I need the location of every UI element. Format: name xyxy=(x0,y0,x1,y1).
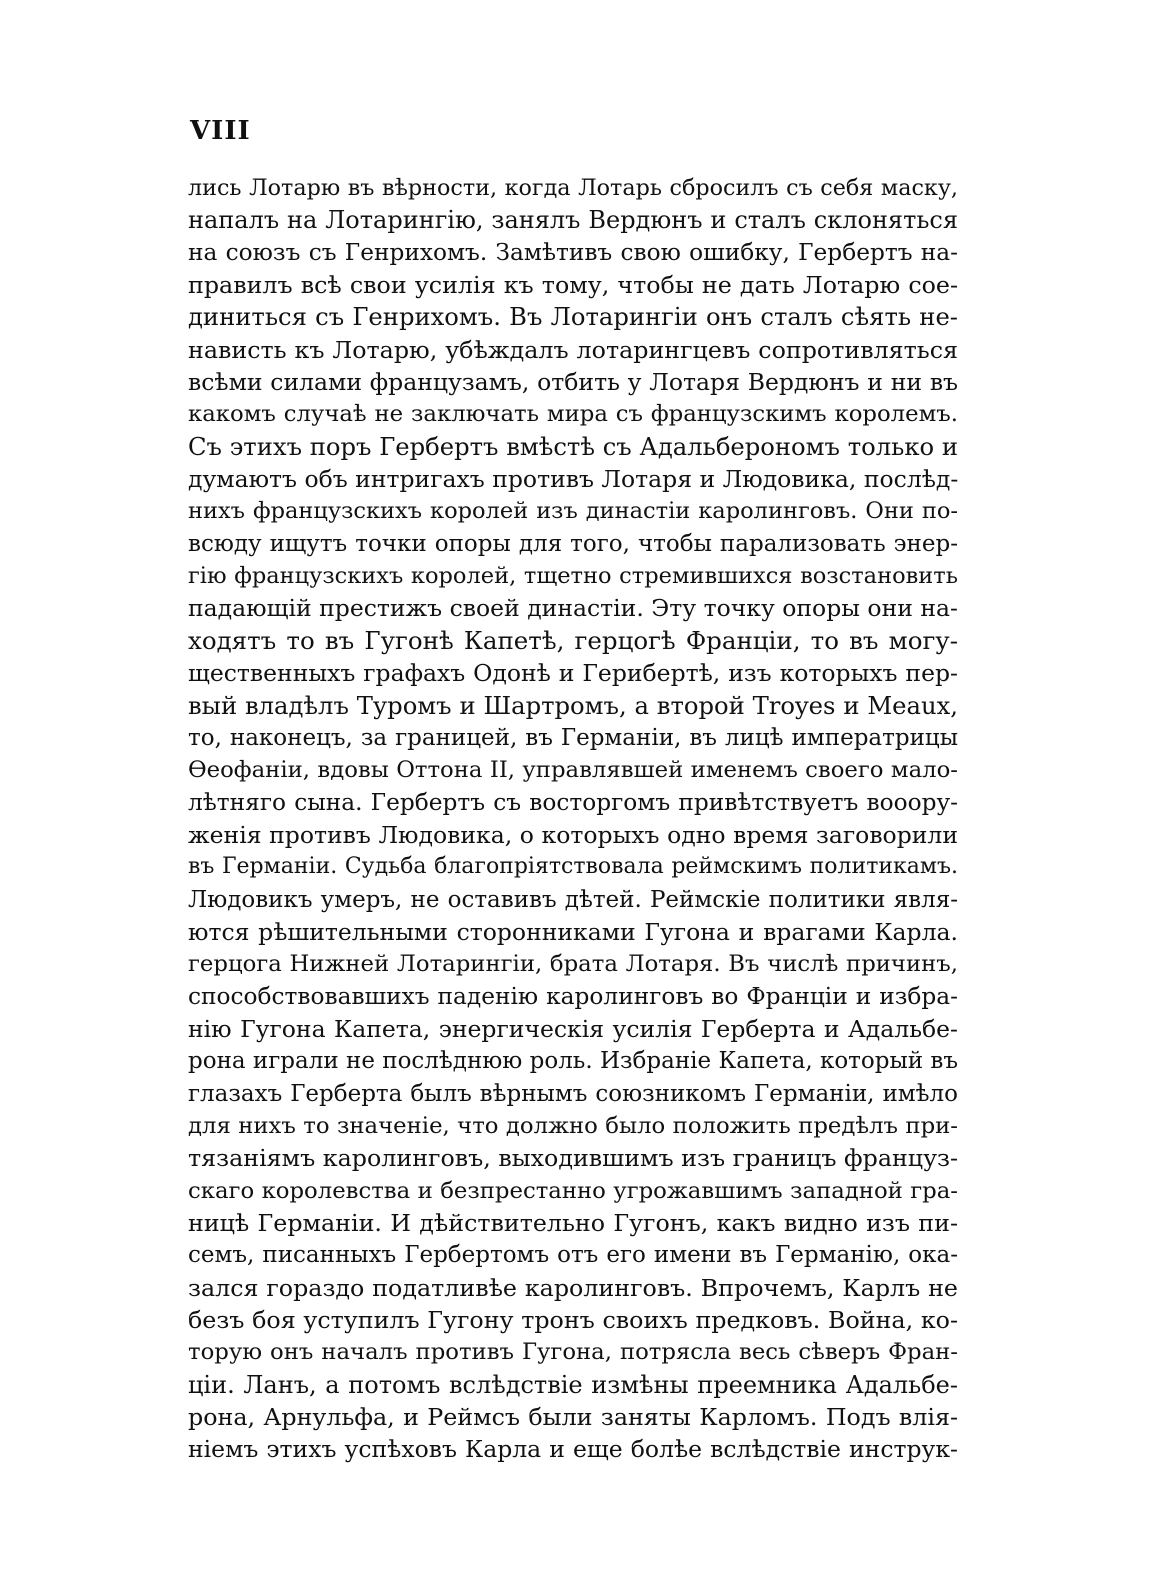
text-line: ются рѣшительными сторонниками Гугона и врагами Карла. xyxy=(188,917,958,946)
text-line: лись Лотарю въ вѣрности, когда Лотарь сбросилъ съ себя маску, xyxy=(188,175,958,201)
text-line: щественныхъ графахъ Одонѣ и Герибертѣ, изъ которыхъ пер- xyxy=(188,659,958,688)
text-line: способствовавшихъ паденію каролинговъ во Франціи и избра- xyxy=(188,982,958,1010)
body-text xyxy=(188,172,958,1466)
page-number: VIII xyxy=(190,116,251,146)
text-line: женія противъ Людовика, о которыхъ одно время заговорили xyxy=(188,820,958,849)
text-line: гію французскихъ королей, тщетно стремившихся возстановить xyxy=(188,563,958,590)
text-line: правилъ всѣ свои усилія къ тому, чтобы не дать Лотарю сое- xyxy=(188,271,958,300)
text-line: скаго королевства и безпрестанно угрожавшимъ западной гра- xyxy=(188,1177,958,1204)
text-line: ходятъ то въ Гугонѣ Капетѣ, герцогѣ Франціи, то въ могу- xyxy=(188,625,958,655)
text-line: для нихъ то значеніе, что должно было положить предѣлъ при- xyxy=(188,1112,958,1139)
text-line: рона играли не послѣднюю роль. Избраніе Капета, который въ xyxy=(188,1048,958,1075)
text-line: Людовикъ умеръ, не оставивъ дѣтей. Реймскіе политики явля- xyxy=(188,886,958,913)
text-line: въ Германіи. Судьба благопріятствовала реймскимъ политикамъ. xyxy=(188,854,958,880)
text-line: нависть къ Лотарю, убѣждалъ лотарингцевъ сопротивляться xyxy=(188,335,958,364)
text-line: лѣтняго сына. Гербертъ съ восторгомъ привѣтствуетъ вооору- xyxy=(188,788,958,816)
text-line: на союзъ съ Генрихомъ. Замѣтивъ свою ошибку, Гербертъ на- xyxy=(188,238,958,266)
text-line: тязаніямъ каролинговъ, выходившимъ изъ границъ француз- xyxy=(188,1144,958,1173)
text-line: нію Гугона Капета, энергическія усилія Герберта и Адальбе- xyxy=(188,1014,958,1043)
text-line: всѣми силами французамъ, отбить у Лотаря Вердюнъ и ни въ xyxy=(188,368,958,397)
text-line: вый владѣлъ Туромъ и Шартромъ, а второй Troyes и Meaux, xyxy=(188,690,958,720)
text-line: глазахъ Герберта былъ вѣрнымъ союзникомъ Германіи, имѣло xyxy=(188,1080,958,1107)
text-line: диниться съ Генрихомъ. Въ Лотарингіи онъ сталъ сѣять не- xyxy=(188,302,958,332)
text-line: безъ боя уступилъ Гугону тронъ своихъ предковъ. Война, ко- xyxy=(188,1306,958,1335)
text-line: рона, Арнульфа, и Реймсъ были заняты Карломъ. Подъ влія- xyxy=(188,1403,958,1432)
text-line: то, наконецъ, за границей, въ Германіи, въ лицѣ императрицы xyxy=(188,724,958,751)
text-line: семъ, писанныхъ Гербертомъ отъ его имени въ Германію, ока- xyxy=(188,1242,958,1269)
text-line: герцога Нижней Лотарингіи, брата Лотаря. Въ числѣ причинъ, xyxy=(188,951,958,978)
text-line: торую онъ началъ противъ Гугона, потрясла весь сѣверъ Фран- xyxy=(188,1339,958,1366)
text-line: всюду ищутъ точки опоры для того, чтобы парализовать энер- xyxy=(188,530,958,557)
text-line: Ѳеофаніи, вдовы Оттона II, управлявшей именемъ своего мало- xyxy=(188,757,958,784)
text-line: ницѣ Германіи. И дѣйствительно Гугонъ, какъ видно изъ пи- xyxy=(188,1209,958,1237)
text-line: напалъ на Лотарингію, занялъ Вердюнъ и сталъ склоняться xyxy=(188,206,958,235)
text-line: Съ этихъ поръ Гербертъ вмѣстѣ съ Адальберономъ только и xyxy=(188,431,958,461)
text-line: какомъ случаѣ не заключать мира съ французскимъ королемъ. xyxy=(188,401,958,428)
text-line: ціи. Ланъ, а потомъ вслѣдствіе измѣны преемника Адальбе- xyxy=(188,1370,958,1399)
text-line: зался гораздо податливѣе каролинговъ. Впрочемъ, Карлъ не xyxy=(188,1273,958,1302)
text-line: ніемъ этихъ успѣховъ Карла и еще болѣе вслѣдствіе инструк- xyxy=(188,1435,958,1464)
text-line: думаютъ объ интригахъ противъ Лотаря и Людовика, послѣд- xyxy=(188,465,958,494)
text-line: падающій престижъ своей династіи. Эту точку опоры они на- xyxy=(188,594,958,623)
text-line: нихъ французскихъ королей изъ династіи каролинговъ. Они по- xyxy=(188,498,958,525)
